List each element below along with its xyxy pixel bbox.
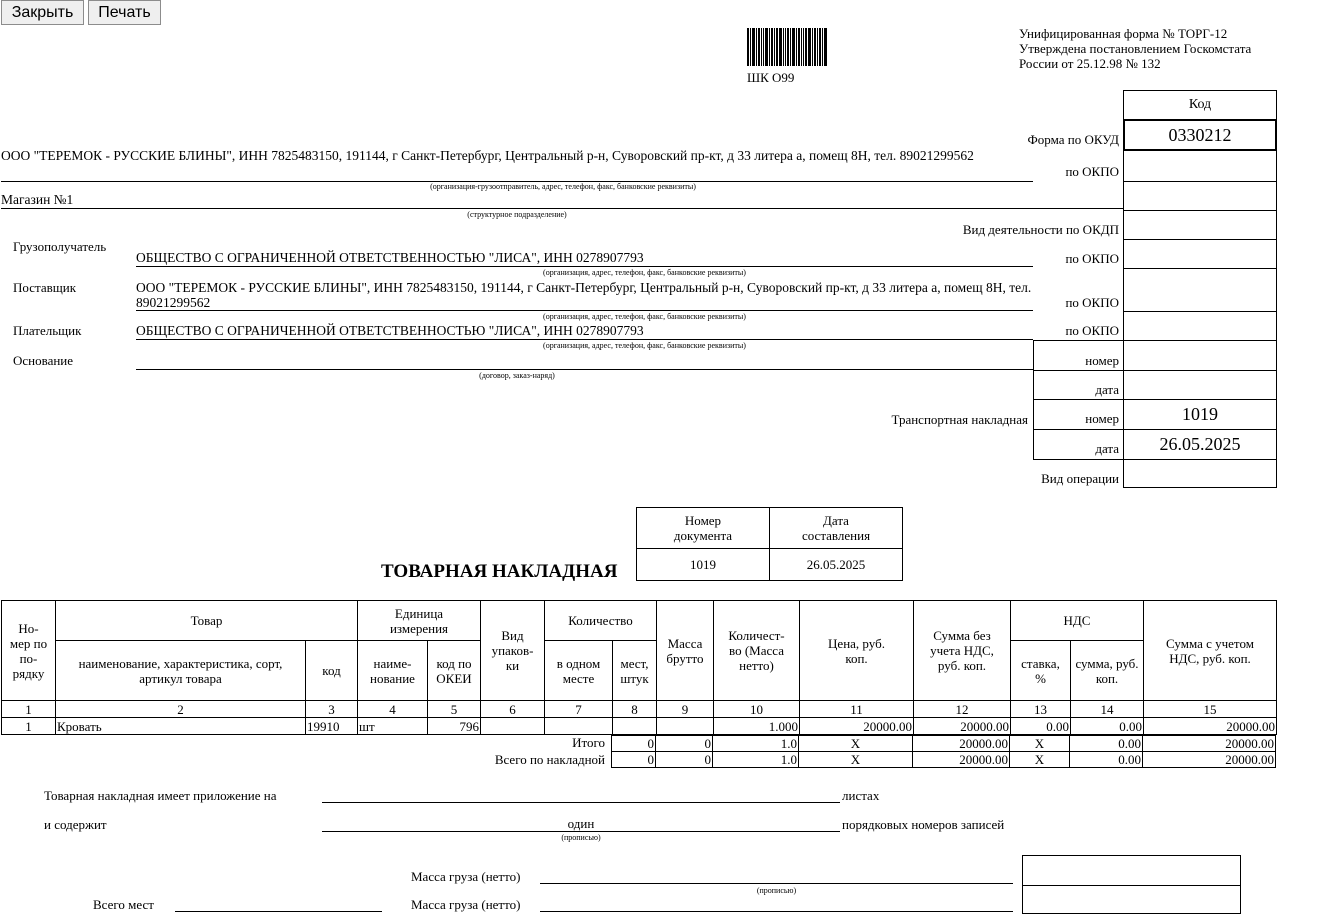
th-qty: Количество	[545, 601, 657, 641]
th-sum-novat: Сумма без учета НДС, руб. коп.	[914, 601, 1011, 701]
okdp-box	[1123, 210, 1277, 240]
payer-label: Плательщик	[13, 323, 82, 338]
consignee-line	[136, 266, 1033, 267]
doc-date-header-box: Дата составления	[769, 507, 903, 549]
operation-label: Вид операции	[1041, 471, 1119, 486]
mass-net-box	[1022, 855, 1241, 886]
basis-number-label: номер	[1085, 353, 1119, 368]
okpo-shipper-box	[1123, 150, 1277, 182]
th-no: Но- мер по по- рядку	[2, 601, 56, 701]
supplier-hint: (организация, адрес, телефон, факс, банковские реквизиты)	[543, 312, 746, 321]
barcode-image	[747, 28, 859, 66]
shipper-text: ООО "ТЕРЕМОК - РУССКИЕ БЛИНЫ", ИНН 7825483150, 191144, г Санкт-Петербург, Центральный р-н, Суворовский пр-кт, д 33 литера а, помещ 8Н, тел. 89021299562	[1, 148, 974, 163]
attach-line	[322, 802, 840, 803]
document-title: ТОВАРНАЯ НАКЛАДНАЯ	[381, 561, 618, 582]
total-row: 0 0 1.0 X 20000.00 X 0.00 20000.00	[612, 752, 1276, 768]
records-count: один	[567, 816, 595, 831]
table-row: 1 Кровать 19910 шт 796 1.000 20000.00 20000.00 0.00 0.00 20000.00	[2, 718, 1277, 735]
places-line	[175, 911, 382, 912]
division-hint: (структурное подразделение)	[467, 210, 567, 219]
doc-date-box: 26.05.2025	[769, 548, 903, 581]
basis-date-label: дата	[1095, 382, 1119, 397]
records-label: порядковых номеров записей	[842, 817, 1005, 832]
th-price: Цена, руб. коп.	[800, 601, 914, 701]
th-vat-sum: сумма, руб. коп.	[1071, 641, 1144, 701]
doc-number-box: 1019	[636, 548, 770, 581]
transport-date-value: 26.05.2025	[1123, 429, 1277, 460]
print-button[interactable]: Печать	[88, 0, 161, 25]
transport-label: Транспортная накладная	[891, 412, 1028, 427]
totals-table	[611, 735, 1276, 768]
transport-date-label: дата	[1095, 441, 1119, 456]
operation-box	[1123, 459, 1277, 488]
supplier-text: ООО "ТЕРЕМОК - РУССКИЕ БЛИНЫ", ИНН 7825483150, 191144, г Санкт-Петербург, Центральный р-н, Суворовский пр-кт, д 33 литера а, помещ 8Н, тел. 89021299562	[136, 280, 1032, 310]
th-qty-places: мест, штук	[613, 641, 657, 701]
total-label: Всего по накладной	[494, 752, 605, 767]
basis-date-value	[1123, 370, 1277, 400]
okud-label: Форма по ОКУД	[1027, 132, 1119, 147]
consignee-label: Грузополучатель	[13, 239, 107, 254]
division-line	[1, 208, 1123, 209]
okpo-consignee-box	[1123, 239, 1277, 269]
supplier-label: Поставщик	[13, 280, 77, 295]
doc-number-header-box: Номер документа	[636, 507, 770, 549]
transport-number-label: номер	[1085, 411, 1119, 426]
itogo-row: 0 0 1.0 X 20000.00 X 0.00 20000.00	[612, 736, 1276, 752]
itogo-label: Итого	[572, 735, 605, 750]
consignee-text: ОБЩЕСТВО С ОГРАНИЧЕННОЙ ОТВЕТСТВЕННОСТЬЮ "ЛИСА", ИНН 0278907793	[136, 250, 644, 265]
kod-header-box: Код	[1123, 90, 1277, 120]
okud-value-box: 0330212	[1123, 119, 1277, 151]
barcode-label: ШК О99	[747, 70, 795, 85]
mass-net-label: Масса груза (нетто)	[411, 869, 521, 884]
th-goods-code: код	[306, 641, 358, 701]
th-unit: Единица измерения	[358, 601, 481, 641]
sheets-label: листах	[842, 788, 880, 803]
mass-gross-box	[1022, 885, 1241, 914]
supplier-line	[136, 310, 1033, 311]
close-button[interactable]: Закрыть	[1, 0, 84, 25]
payer-text: ОБЩЕСТВО С ОГРАНИЧЕННОЙ ОТВЕТСТВЕННОСТЬЮ "ЛИСА", ИНН 0278907793	[136, 323, 644, 338]
okpo-label-4: по ОКПО	[1065, 323, 1119, 338]
transport-number-value: 1019	[1123, 399, 1277, 430]
th-goods-name: наименование, характеристика, сорт, артикул товара	[56, 641, 306, 701]
basis-hint: (договор, заказ-наряд)	[479, 371, 555, 380]
mass-gross-line	[540, 911, 1013, 912]
places-label: Всего мест	[93, 897, 154, 912]
mass-net-hint: (прописью)	[756, 886, 797, 895]
attach-label: Товарная накладная имеет приложение на	[44, 788, 277, 803]
th-vat-rate: ставка, %	[1011, 641, 1071, 701]
th-sum-vat: Сумма с учетом НДС, руб. коп.	[1144, 601, 1277, 701]
column-numbers-row: 1 2 3 4 5 6 7 8 9 10 11 12 13 14 15	[2, 701, 1277, 718]
th-unit-name: наиме- нование	[358, 641, 428, 701]
th-qty-one: в одном месте	[545, 641, 613, 701]
form-header: Унифицированная форма № ТОРГ-12 Утверждена постановлением Госкомстата России от 25.12.98 № 132	[1019, 26, 1252, 71]
basis-line	[136, 369, 1033, 370]
division-text: Магазин №1	[1, 192, 74, 207]
consignee-hint: (организация, адрес, телефон, факс, банковские реквизиты)	[543, 268, 746, 277]
contains-label: и содержит	[44, 817, 107, 832]
th-unit-okei: код по ОКЕИ	[428, 641, 481, 701]
th-pack: Вид упаков- ки	[481, 601, 545, 701]
th-goods: Товар	[56, 601, 358, 641]
division-box	[1123, 181, 1277, 211]
records-line	[322, 831, 840, 832]
mass-gross-label: Масса груза (нетто)	[411, 897, 521, 912]
payer-line	[136, 339, 1033, 340]
basis-label: Основание	[13, 353, 74, 368]
th-gross: Масса брутто	[657, 601, 714, 701]
mass-net-line	[540, 883, 1013, 884]
okdp-label: Вид деятельности по ОКДП	[962, 222, 1119, 237]
shipper-hint: (организация-грузоотправитель, адрес, телефон, факс, банковские реквизиты)	[430, 182, 696, 191]
th-net: Количест- во (Масса нетто)	[714, 601, 800, 701]
th-vat: НДС	[1011, 601, 1144, 641]
records-hint: (прописью)	[561, 833, 601, 842]
okpo-label-3: по ОКПО	[1065, 295, 1119, 310]
okpo-label-1: по ОКПО	[1065, 164, 1119, 179]
goods-table	[1, 600, 1277, 735]
okpo-label-2: по ОКПО	[1065, 251, 1119, 266]
payer-hint: (организация, адрес, телефон, факс, банковские реквизиты)	[543, 341, 746, 350]
